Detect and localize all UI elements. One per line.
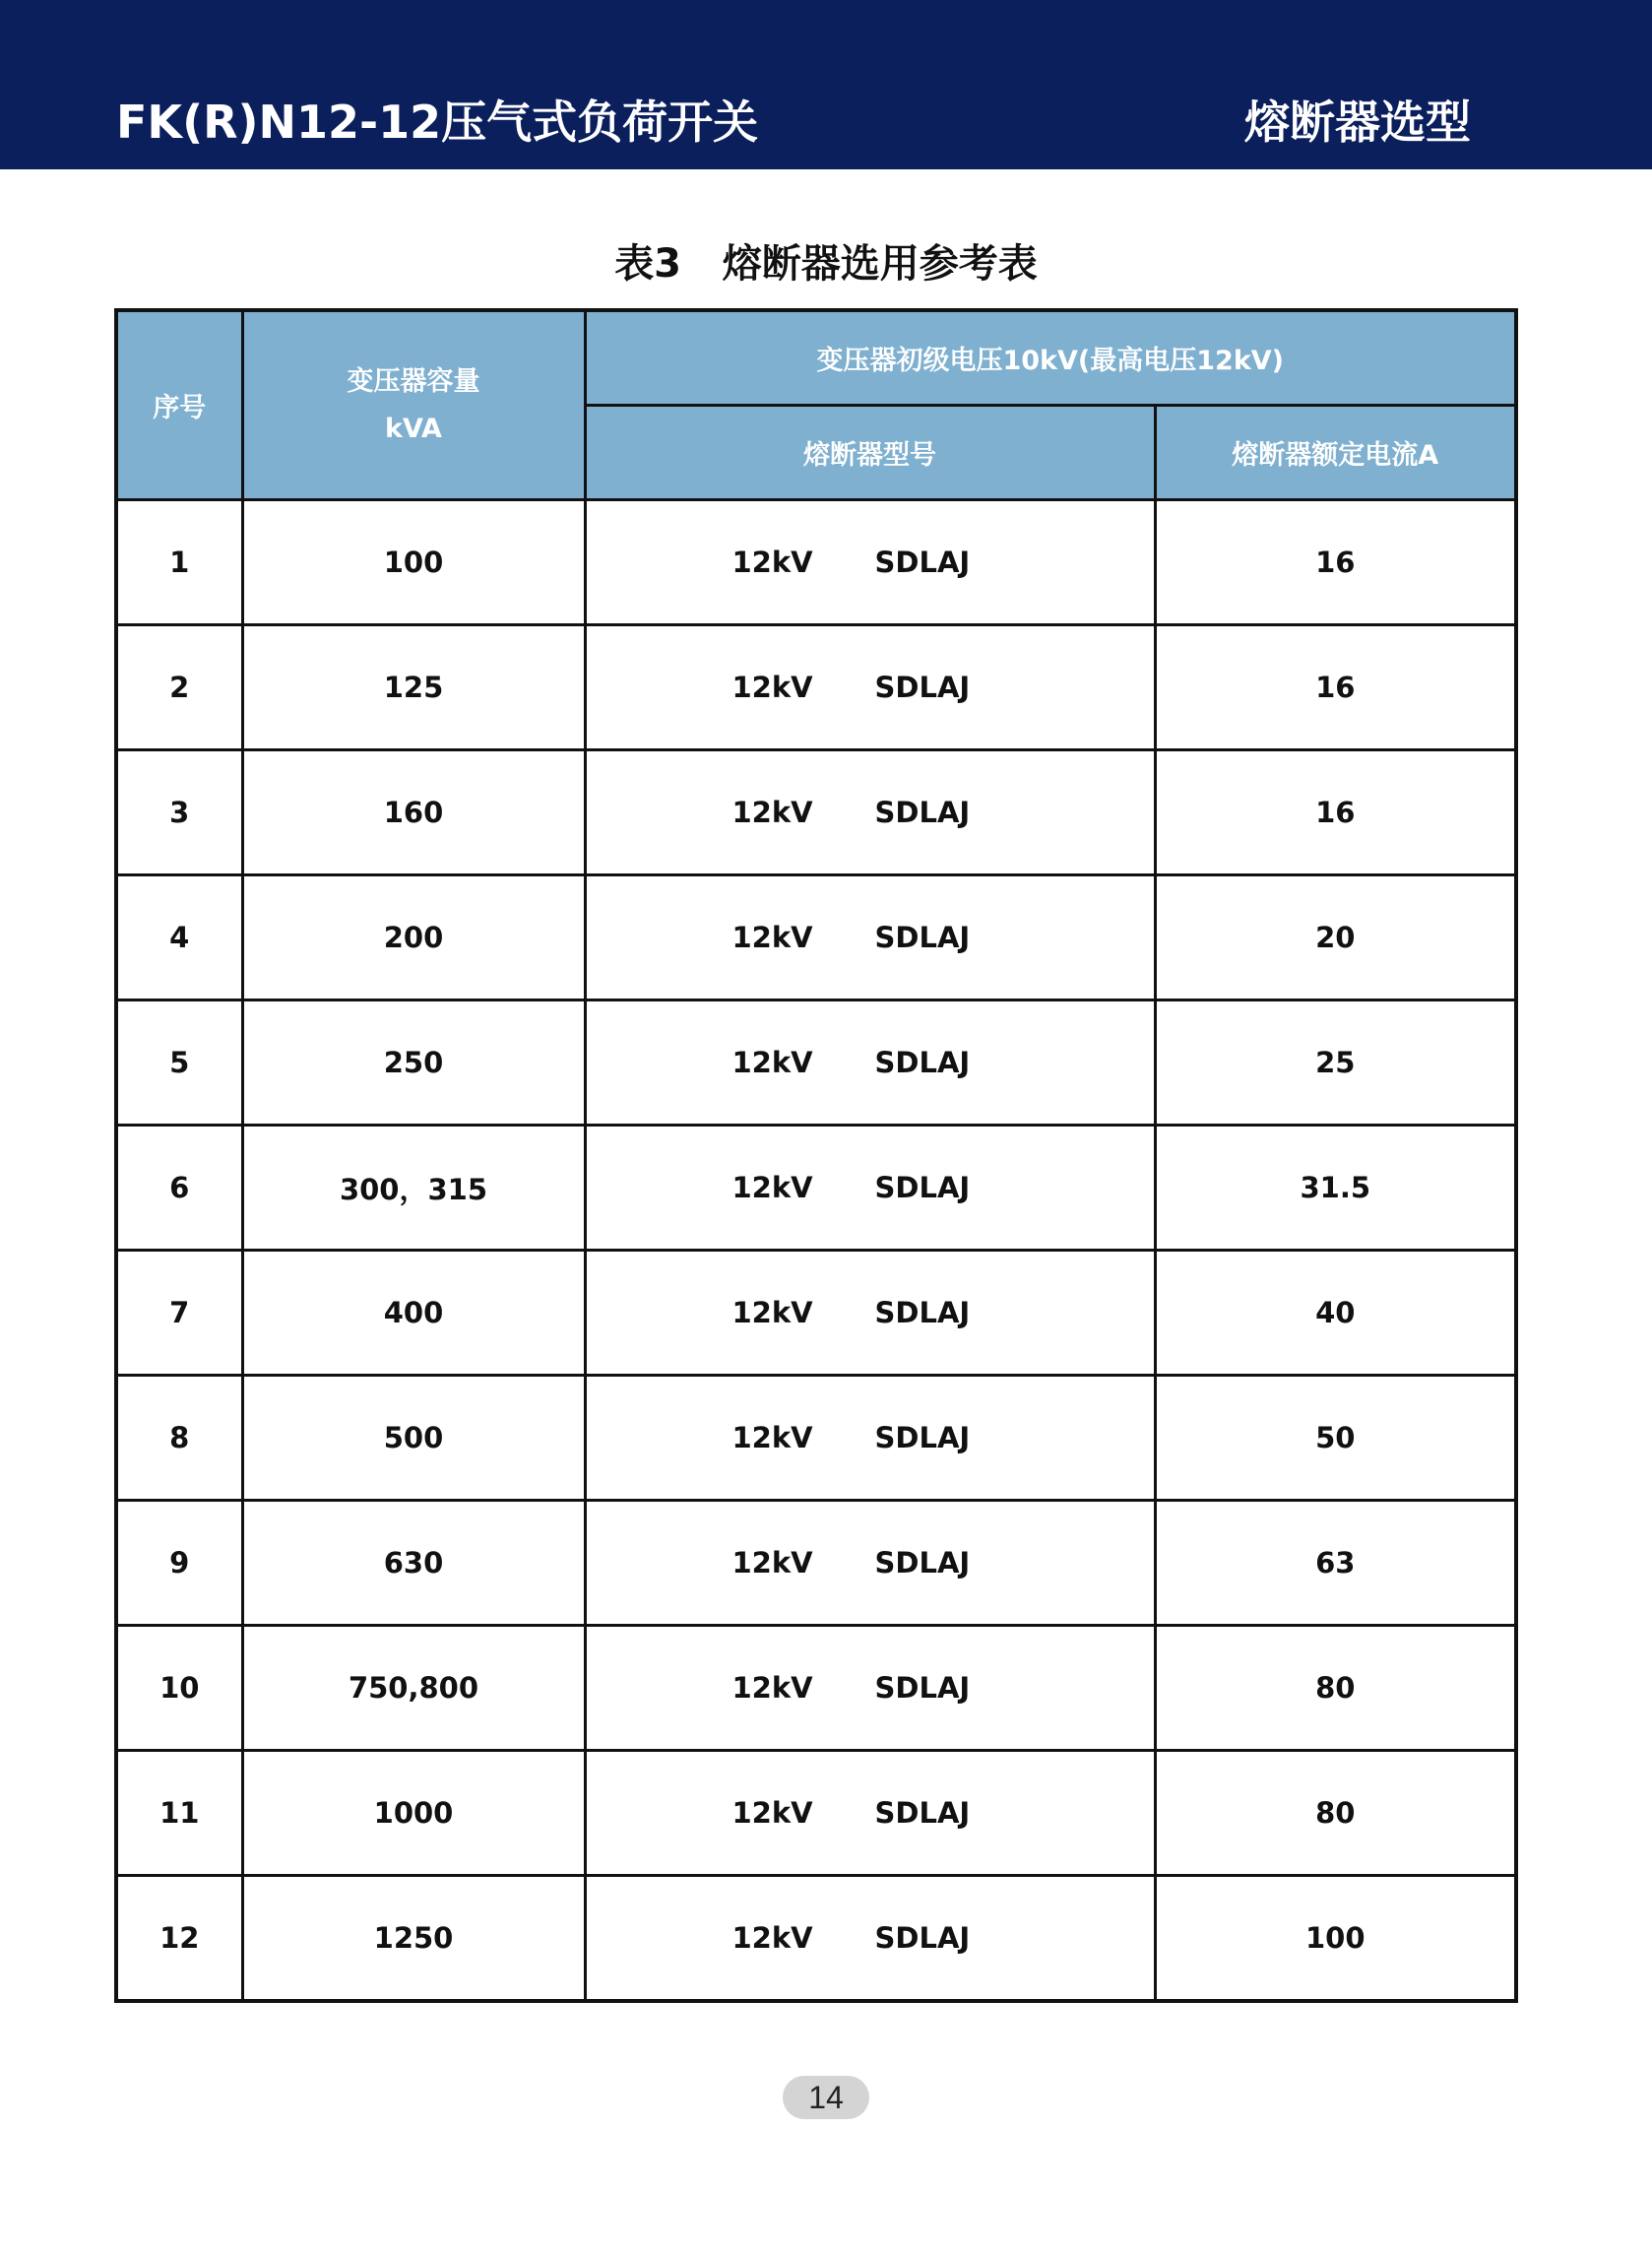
- table-row: [116, 1126, 1516, 1251]
- cell-voltage: 12kV: [731, 546, 813, 579]
- fuse-selection-table: [114, 308, 1518, 2003]
- table-row: [116, 625, 1516, 750]
- cell-model: SDLAJ: [874, 1421, 971, 1454]
- cell-rated-current: 80: [1155, 1751, 1516, 1876]
- cell-index: 9: [116, 1501, 242, 1626]
- cell-voltage: 12kV: [731, 1546, 813, 1580]
- cell-index: 12: [116, 1876, 242, 2002]
- cell-model: SDLAJ: [874, 1546, 971, 1580]
- cell-rated-current: 16: [1155, 750, 1516, 875]
- header-band: [0, 0, 1652, 169]
- cell-rated-current: 16: [1155, 625, 1516, 750]
- cell-index: 10: [116, 1626, 242, 1751]
- cell-fuse-model: [585, 1501, 1155, 1626]
- cell-fuse-model: [585, 1000, 1155, 1126]
- fuse-model-group: [732, 1171, 971, 1204]
- cell-rated-current: 25: [1155, 1000, 1516, 1126]
- header-voltage-group: 变压器初级电压10kV(最高电压12kV): [585, 310, 1516, 406]
- table-title: 表3 熔断器选用参考表: [614, 241, 1038, 287]
- cell-model: SDLAJ: [874, 1921, 971, 1955]
- cell-capacity: 200: [242, 875, 585, 1000]
- fuse-model-group: [732, 546, 971, 579]
- cell-capacity: 300，315: [242, 1126, 585, 1251]
- fuse-model-group: [732, 1296, 971, 1329]
- cell-index: 7: [116, 1251, 242, 1376]
- fuse-model-group: [732, 671, 971, 704]
- cell-capacity: 500: [242, 1376, 585, 1501]
- fuse-model-group: [732, 1546, 971, 1580]
- cell-fuse-model: [585, 1376, 1155, 1501]
- cell-model: SDLAJ: [874, 1671, 971, 1705]
- cell-capacity: 160: [242, 750, 585, 875]
- cell-voltage: 12kV: [731, 1046, 813, 1079]
- header-rated-current: 熔断器额定电流A: [1155, 406, 1516, 500]
- cell-index: 8: [116, 1376, 242, 1501]
- fuse-model-group: [732, 921, 971, 954]
- cell-voltage: 12kV: [731, 1296, 813, 1329]
- cell-model: SDLAJ: [874, 1046, 971, 1079]
- cell-capacity: 100: [242, 500, 585, 625]
- cell-capacity: 1000: [242, 1751, 585, 1876]
- cell-fuse-model: [585, 1251, 1155, 1376]
- cell-model: SDLAJ: [874, 1171, 971, 1204]
- cell-capacity: 630: [242, 1501, 585, 1626]
- fuse-model-group: [732, 1046, 971, 1079]
- header-fuse-model: 熔断器型号: [585, 406, 1155, 500]
- fuse-model-group: [732, 1796, 971, 1830]
- fuse-model-group: [732, 796, 971, 829]
- cell-fuse-model: [585, 625, 1155, 750]
- cell-model: SDLAJ: [874, 1796, 971, 1830]
- cell-fuse-model: [585, 1626, 1155, 1751]
- cell-fuse-model: [585, 1751, 1155, 1876]
- cell-capacity: 750,800: [242, 1626, 585, 1751]
- cell-capacity: 1250: [242, 1876, 585, 2002]
- cell-rated-current: 31.5: [1155, 1126, 1516, 1251]
- table-row: [116, 1626, 1516, 1751]
- cell-model: SDLAJ: [874, 921, 971, 954]
- cell-rated-current: 80: [1155, 1626, 1516, 1751]
- header-capacity-unit: kVA: [385, 413, 442, 444]
- table-row: [116, 500, 1516, 625]
- cell-index: 1: [116, 500, 242, 625]
- fuse-model-group: [732, 1421, 971, 1454]
- table-row: [116, 750, 1516, 875]
- cell-voltage: 12kV: [731, 1796, 813, 1830]
- cell-model: SDLAJ: [874, 1296, 971, 1329]
- cell-voltage: 12kV: [731, 1171, 813, 1204]
- cell-rated-current: 20: [1155, 875, 1516, 1000]
- cell-model: SDLAJ: [874, 796, 971, 829]
- cell-capacity: 250: [242, 1000, 585, 1126]
- header-index: 序号: [116, 310, 242, 500]
- cell-capacity: 125: [242, 625, 585, 750]
- cell-index: 3: [116, 750, 242, 875]
- cell-model: SDLAJ: [874, 546, 971, 579]
- page-number: 14: [783, 2076, 869, 2119]
- cell-fuse-model: [585, 750, 1155, 875]
- cell-voltage: 12kV: [731, 1671, 813, 1705]
- cell-index: 6: [116, 1126, 242, 1251]
- cell-voltage: 12kV: [731, 1921, 813, 1955]
- cell-index: 5: [116, 1000, 242, 1126]
- section-title: 熔断器选型: [1244, 96, 1471, 149]
- cell-fuse-model: [585, 1876, 1155, 2002]
- table-row: [116, 1501, 1516, 1626]
- header-capacity-label: 变压器容量: [347, 365, 480, 397]
- cell-capacity: 400: [242, 1251, 585, 1376]
- cell-rated-current: 16: [1155, 500, 1516, 625]
- cell-fuse-model: [585, 875, 1155, 1000]
- cell-voltage: 12kV: [731, 1421, 813, 1454]
- cell-voltage: 12kV: [731, 921, 813, 954]
- document-title: FK(R)N12-12压气式负荷开关: [116, 96, 759, 149]
- cell-rated-current: 40: [1155, 1251, 1516, 1376]
- cell-fuse-model: [585, 500, 1155, 625]
- cell-index: 2: [116, 625, 242, 750]
- cell-model: SDLAJ: [874, 671, 971, 704]
- cell-index: 11: [116, 1751, 242, 1876]
- cell-voltage: 12kV: [731, 796, 813, 829]
- fuse-model-group: [732, 1921, 971, 1955]
- table-row: [116, 1376, 1516, 1501]
- cell-index: 4: [116, 875, 242, 1000]
- cell-fuse-model: [585, 1126, 1155, 1251]
- table-header-row: [116, 310, 1516, 406]
- table-body: [116, 500, 1516, 2002]
- table-row: [116, 1751, 1516, 1876]
- cell-voltage: 12kV: [731, 671, 813, 704]
- cell-rated-current: 63: [1155, 1501, 1516, 1626]
- header-capacity: [242, 310, 585, 500]
- table-row: [116, 1876, 1516, 2002]
- table-row: [116, 1000, 1516, 1126]
- fuse-model-group: [732, 1671, 971, 1705]
- table-row: [116, 875, 1516, 1000]
- cell-rated-current: 100: [1155, 1876, 1516, 2002]
- table-row: [116, 1251, 1516, 1376]
- cell-rated-current: 50: [1155, 1376, 1516, 1501]
